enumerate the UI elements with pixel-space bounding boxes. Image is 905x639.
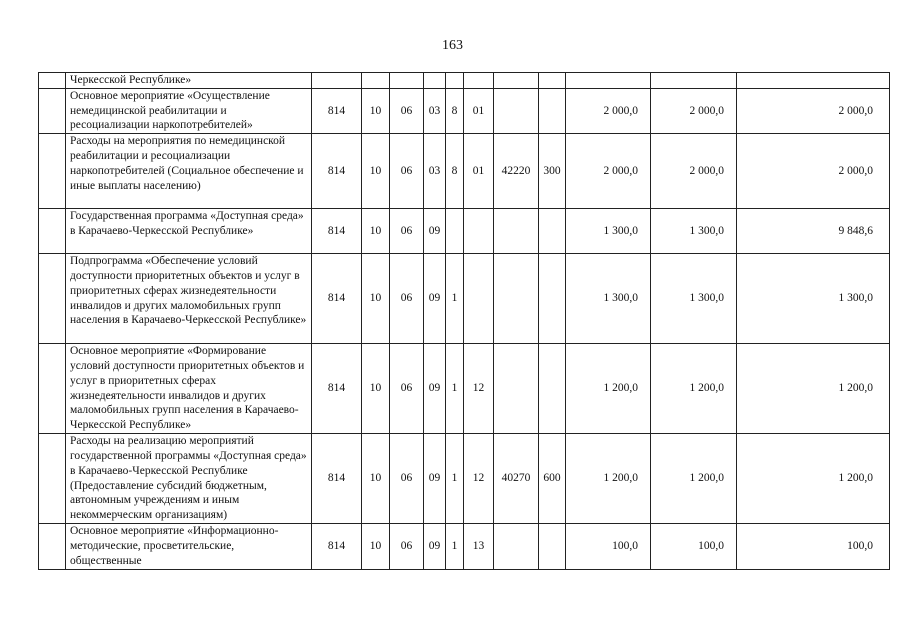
table-row [39, 344, 890, 434]
direction-code-cell [494, 88, 539, 133]
program-code-cell: 03 [424, 88, 446, 133]
subprogram-code-cell: 1 [446, 254, 464, 344]
table-row [39, 134, 890, 209]
row-index-cell [39, 344, 66, 434]
table-row [39, 434, 890, 524]
amount-year3-cell: 1 200,0 [737, 434, 890, 524]
ved-code-cell: 814 [312, 134, 362, 209]
table-row [39, 254, 890, 344]
table-row [39, 73, 890, 89]
amount-year2-cell: 1 300,0 [651, 254, 737, 344]
expense-type-cell [539, 254, 566, 344]
amount-year2-cell: 1 300,0 [651, 209, 737, 254]
direction-code-cell: 42220 [494, 134, 539, 209]
expense-type-cell [539, 88, 566, 133]
item-name-cell: Основное мероприятие «Формирование условий доступности приоритетных объектов и услуг в приоритетных сферах жизнедеятельности инвалидов и других маломобильных групп населения в Карачаево-Черкесской Республике» [66, 344, 312, 434]
amount-year3-cell: 2 000,0 [737, 88, 890, 133]
subsection-code-cell: 06 [390, 434, 424, 524]
subsection-code-cell: 06 [390, 254, 424, 344]
item-name-cell: Подпрограмма «Обеспечение условий доступности приоритетных объектов и услуг в приоритетных сферах жизнедеятельности инвалидов и других маломобильных групп населения в Карачаево-Черкесской Республике» [66, 254, 312, 344]
program-code-cell [424, 73, 446, 89]
section-code-cell: 10 [362, 524, 390, 569]
subsection-code-cell: 06 [390, 344, 424, 434]
amount-year1-cell: 1 200,0 [566, 344, 651, 434]
amount-year2-cell: 1 200,0 [651, 344, 737, 434]
row-index-cell [39, 209, 66, 254]
item-name-cell: Расходы на мероприятия по немедицинской реабилитации и ресоциализации наркопотребителей (Социальное обеспечение и иные выплаты населению) [66, 134, 312, 209]
row-index-cell [39, 254, 66, 344]
measure-code-cell: 12 [464, 434, 494, 524]
expense-type-cell [539, 209, 566, 254]
subsection-code-cell: 06 [390, 134, 424, 209]
row-index-cell [39, 134, 66, 209]
section-code-cell: 10 [362, 134, 390, 209]
section-code-cell: 10 [362, 254, 390, 344]
direction-code-cell [494, 73, 539, 89]
row-index-cell [39, 88, 66, 133]
section-code-cell: 10 [362, 344, 390, 434]
ved-code-cell: 814 [312, 434, 362, 524]
measure-code-cell [464, 73, 494, 89]
expense-type-cell: 600 [539, 434, 566, 524]
amount-year3-cell [737, 73, 890, 89]
program-code-cell: 09 [424, 344, 446, 434]
amount-year2-cell: 2 000,0 [651, 134, 737, 209]
direction-code-cell [494, 209, 539, 254]
amount-year2-cell: 100,0 [651, 524, 737, 569]
subprogram-code-cell: 1 [446, 344, 464, 434]
ved-code-cell: 814 [312, 344, 362, 434]
program-code-cell: 03 [424, 134, 446, 209]
ved-code-cell: 814 [312, 524, 362, 569]
amount-year2-cell: 2 000,0 [651, 88, 737, 133]
subsection-code-cell [390, 73, 424, 89]
direction-code-cell: 40270 [494, 434, 539, 524]
subprogram-code-cell [446, 209, 464, 254]
amount-year2-cell: 1 200,0 [651, 434, 737, 524]
section-code-cell: 10 [362, 88, 390, 133]
section-code-cell: 10 [362, 209, 390, 254]
subprogram-code-cell: 1 [446, 524, 464, 569]
expense-type-cell [539, 344, 566, 434]
section-code-cell: 10 [362, 434, 390, 524]
direction-code-cell [494, 524, 539, 569]
row-index-cell [39, 434, 66, 524]
measure-code-cell [464, 209, 494, 254]
amount-year1-cell: 1 300,0 [566, 209, 651, 254]
amount-year1-cell [566, 73, 651, 89]
subprogram-code-cell [446, 73, 464, 89]
program-code-cell: 09 [424, 209, 446, 254]
table-row [39, 209, 890, 254]
item-name-cell: Расходы на реализацию мероприятий государственной программы «Доступная среда» в Карачаево-Черкесской Республике (Предоставление субсидий бюджетным, автономным учреждениям и иным некоммерческим организациям) [66, 434, 312, 524]
table-row [39, 524, 890, 569]
amount-year3-cell: 9 848,6 [737, 209, 890, 254]
program-code-cell: 09 [424, 434, 446, 524]
item-name-cell: Основное мероприятие «Осуществление немедицинской реабилитации и ресоциализации наркопотребителей» [66, 88, 312, 133]
program-code-cell: 09 [424, 254, 446, 344]
amount-year1-cell: 100,0 [566, 524, 651, 569]
section-code-cell [362, 73, 390, 89]
item-name-cell: Основное мероприятие «Информационно-методические, просветительские, общественные [66, 524, 312, 569]
subprogram-code-cell: 8 [446, 88, 464, 133]
ved-code-cell: 814 [312, 209, 362, 254]
ved-code-cell [312, 73, 362, 89]
table-row [39, 88, 890, 133]
expense-type-cell [539, 524, 566, 569]
direction-code-cell [494, 254, 539, 344]
subsection-code-cell: 06 [390, 209, 424, 254]
row-index-cell [39, 73, 66, 89]
expense-type-cell [539, 73, 566, 89]
amount-year3-cell: 1 300,0 [737, 254, 890, 344]
amount-year3-cell: 100,0 [737, 524, 890, 569]
page-number: 163 [442, 38, 463, 53]
amount-year1-cell: 2 000,0 [566, 134, 651, 209]
measure-code-cell: 01 [464, 88, 494, 133]
item-name-cell: Черкесской Республике» [66, 73, 312, 89]
expense-type-cell: 300 [539, 134, 566, 209]
item-name-cell: Государственная программа «Доступная среда» в Карачаево-Черкесской Республике» [66, 209, 312, 254]
ved-code-cell: 814 [312, 88, 362, 133]
measure-code-cell: 12 [464, 344, 494, 434]
amount-year1-cell: 1 300,0 [566, 254, 651, 344]
amount-year1-cell: 1 200,0 [566, 434, 651, 524]
subsection-code-cell: 06 [390, 524, 424, 569]
subprogram-code-cell: 8 [446, 134, 464, 209]
amount-year3-cell: 2 000,0 [737, 134, 890, 209]
subprogram-code-cell: 1 [446, 434, 464, 524]
subsection-code-cell: 06 [390, 88, 424, 133]
amount-year3-cell: 1 200,0 [737, 344, 890, 434]
budget-table [38, 72, 890, 570]
measure-code-cell: 13 [464, 524, 494, 569]
program-code-cell: 09 [424, 524, 446, 569]
amount-year1-cell: 2 000,0 [566, 88, 651, 133]
amount-year2-cell [651, 73, 737, 89]
measure-code-cell [464, 254, 494, 344]
ved-code-cell: 814 [312, 254, 362, 344]
measure-code-cell: 01 [464, 134, 494, 209]
row-index-cell [39, 524, 66, 569]
direction-code-cell [494, 344, 539, 434]
